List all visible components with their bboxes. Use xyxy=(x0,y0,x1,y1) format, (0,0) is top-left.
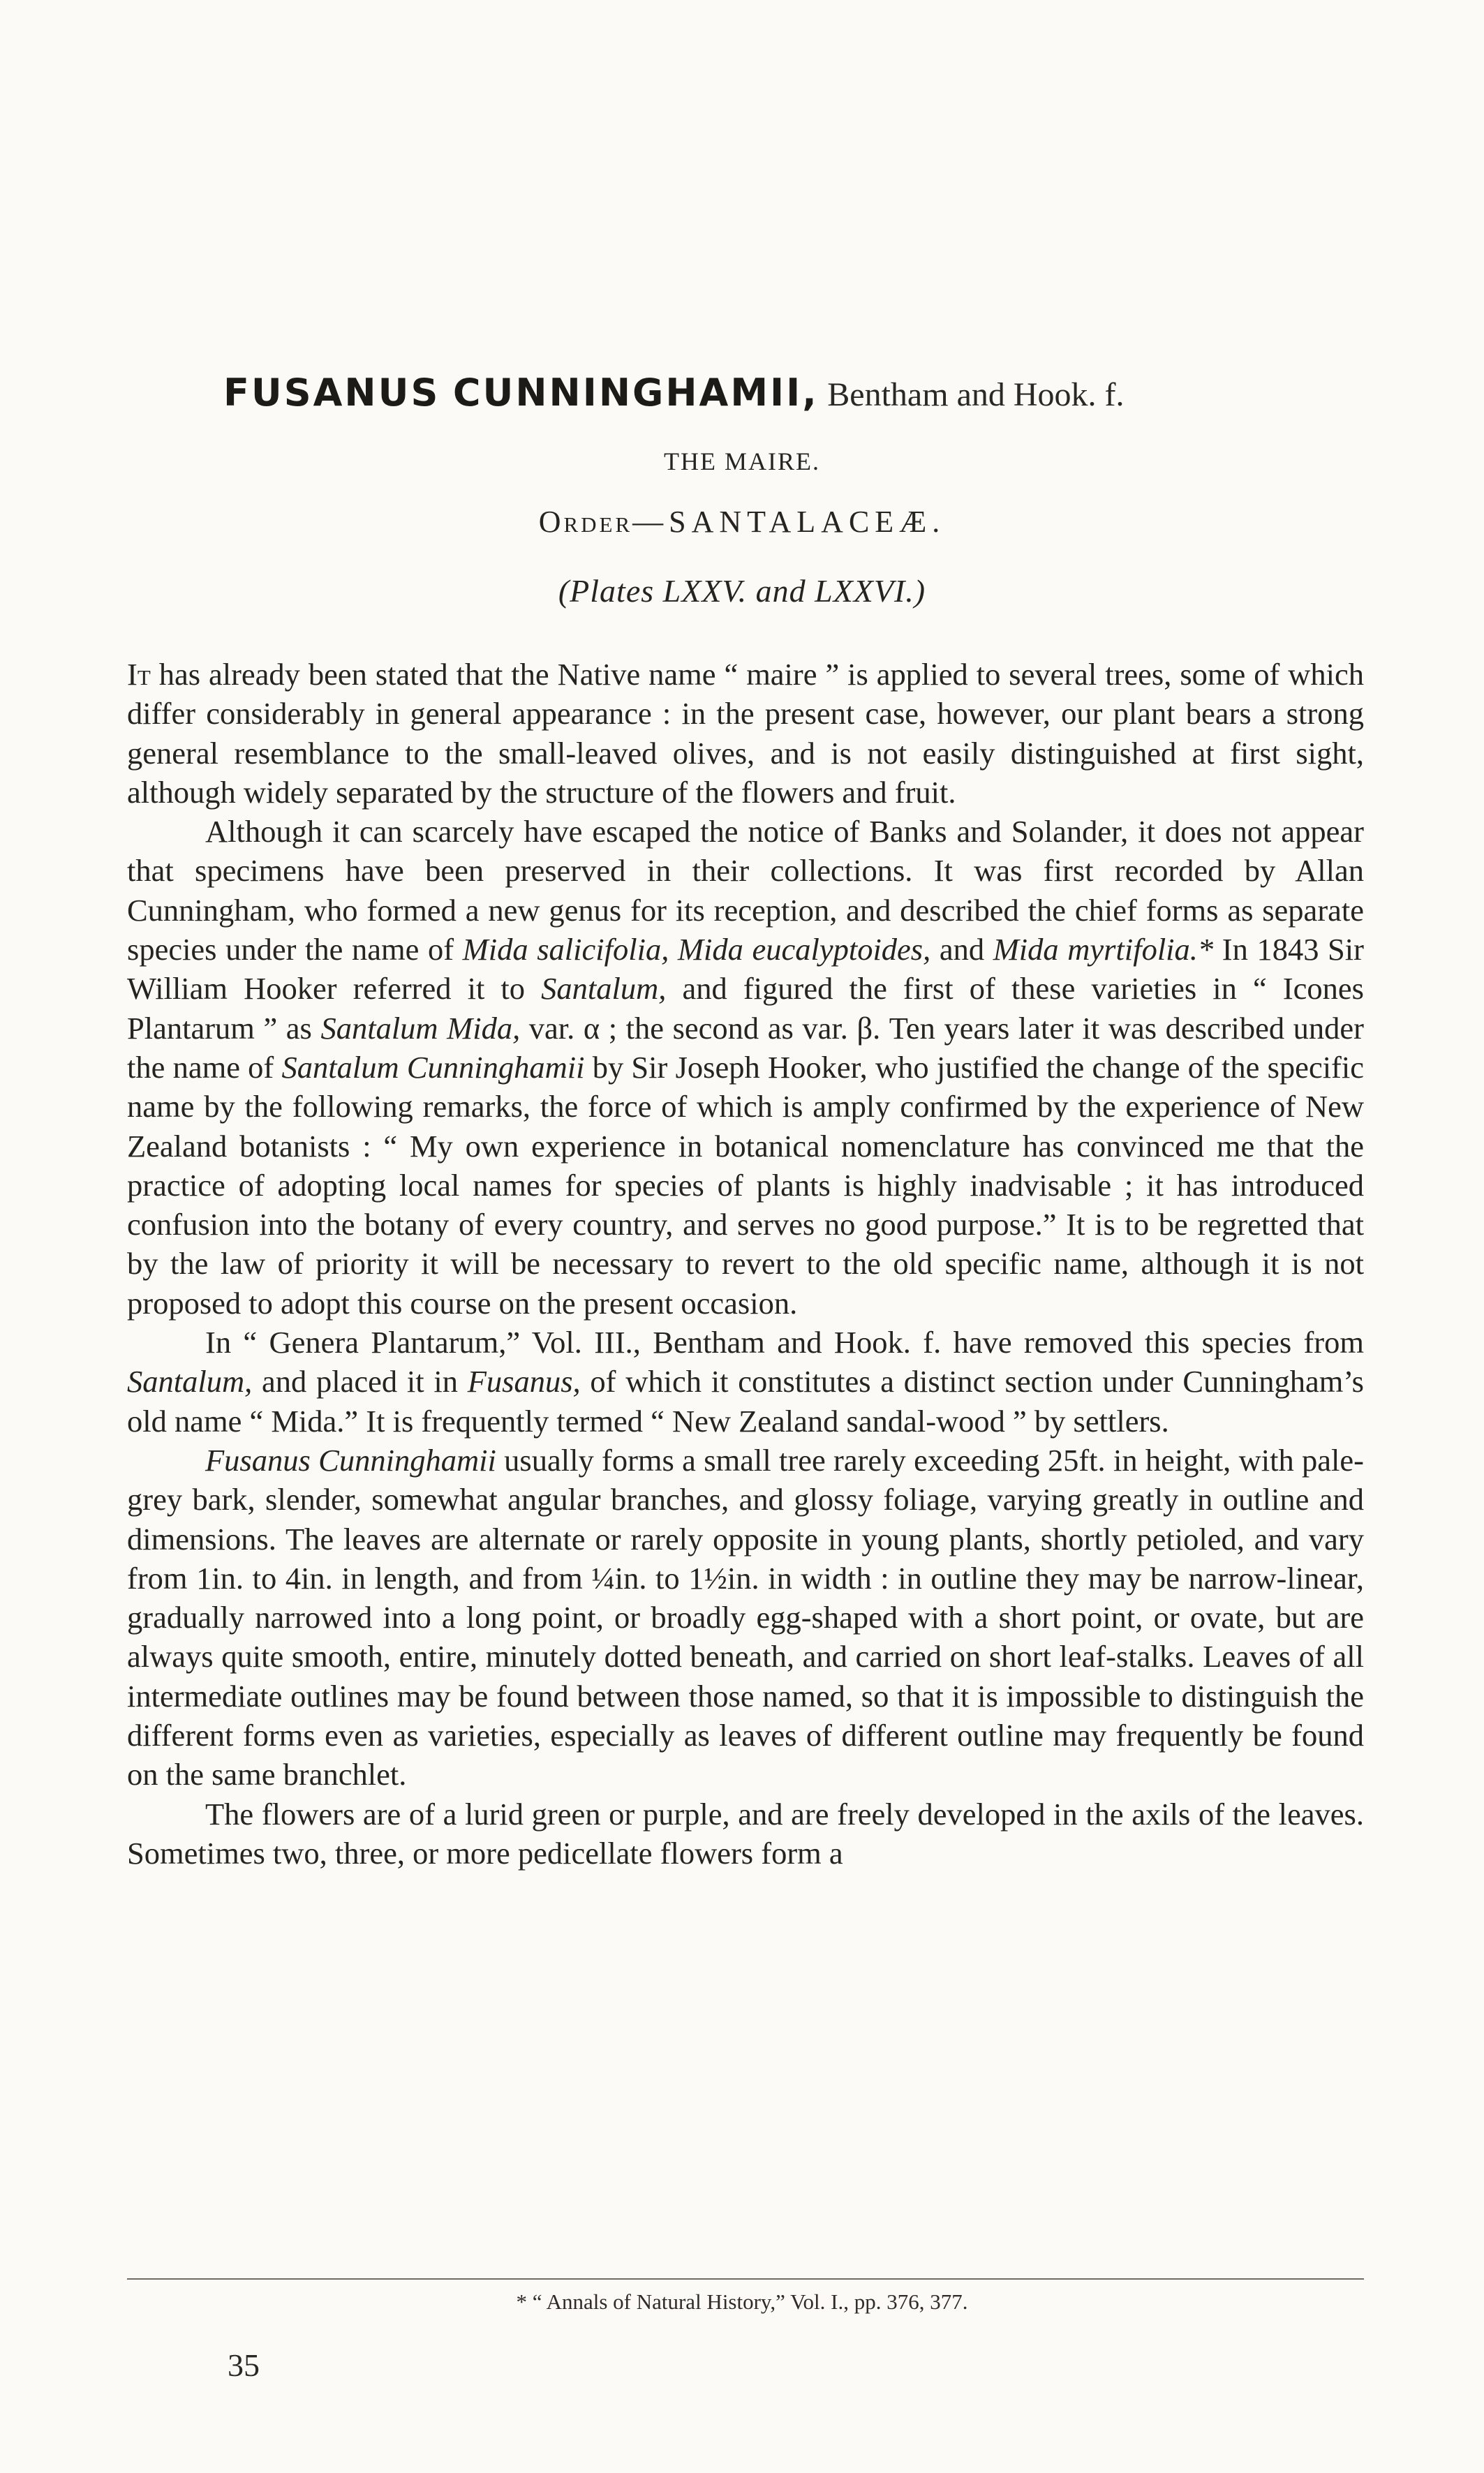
footnote-divider xyxy=(127,2278,1364,2280)
paragraph-5-text-1: The flowers are of a lurid green or purple, and are freely developed in the axils of the leaves. Sometimes two, three, or more pedicellate flowers form a xyxy=(127,1796,1364,1871)
paragraph-2-text-3: In 1843 Sir William Hooker referred it to xyxy=(127,932,1364,1007)
paragraph-4-text-1: usually forms a small tree rarely exceeding 25ft. in height, with pale-grey bark, slender, somewhat angular branches, and glossy foliage, varying greatly in outline and dimensions. The leaves are alternate or rarely opposite in young plants, shortly petioled, and vary from 1in. to 4in. in length, and from ¼in. to 1½in. in width : in outline they may be narrow-linear, gradually narrowed into a long point, or broadly egg-shaped with a short point, or ovate, but are always quite smooth, entire, minutely dotted beneath, and carried on short leaf-stalks. Leaves of all intermediate outlines may be found between those named, so that it is impossible to distinguish the different forms even as varieties, especially as leaves of different outline may frequently be found on the same branchlet. xyxy=(127,1442,1364,1792)
title-species: CUNNINGHAMII, xyxy=(452,371,819,415)
body-text xyxy=(127,655,1364,1873)
paragraph-2-italic-4: Santalum Mida, xyxy=(320,1010,521,1046)
paragraph-2-text-2: and xyxy=(930,932,993,967)
paragraph-2-italic-1: Mida salicifolia, Mida eucalyptoides, xyxy=(462,932,931,967)
paragraph-1 xyxy=(127,655,1364,812)
paragraph-2-text-6: by Sir Joseph Hooker, who justified the change of the specific name by the following remarks, the force of which is amply confirmed by the experience of New Zealand botanists : “ My own experience in botanical nomenclature has convinced me that the practice of adopting local names for species of plants is highly inadvisable ; it has introduced confusion into the botany of every country, and serves no good purpose.” It is to be regretted that by the law of priority it will be necessary to revert to the old specific name, although it is not proposed to adopt this course on the present occasion. xyxy=(127,1049,1364,1321)
paragraph-5 xyxy=(127,1795,1364,1873)
page-title xyxy=(223,369,1368,419)
paragraph-1-text: has already been stated that the Native name “ maire ” is applied to several trees, some of which differ considerably in general appearance : in the present case, however, our plant bears a strong general resemblance to the small-leaved olives, and is not easily distinguished at first sight, although widely separated by the structure of the flowers and fruit. xyxy=(127,657,1364,810)
paragraph-3-italic-2: Fusanus, xyxy=(467,1364,581,1399)
page-number: 35 xyxy=(228,2347,260,2383)
order-dash: — xyxy=(632,505,669,539)
paragraph-3 xyxy=(127,1323,1364,1441)
paragraph-3-text-3: of which it constitutes a distinct section under Cunningham’s old name “ Mida.” It is frequently termed “ New Zealand sandal-wood ” by settlers. xyxy=(127,1364,1364,1439)
paragraph-3-text-2: and placed it in xyxy=(252,1364,468,1399)
paragraph-2-text-5: var. α ; the second as var. β. Ten years later it was described under the name of xyxy=(127,1010,1364,1085)
paragraph-4-italic-1: Fusanus Cunninghamii xyxy=(205,1442,496,1478)
title-genus: FUSANUS xyxy=(223,371,440,415)
paragraph-3-italic-1: Santalum, xyxy=(127,1364,253,1399)
paragraph-1-lead: It xyxy=(127,657,151,692)
paragraph-4 xyxy=(127,1441,1364,1795)
paragraph-2-text-4: and figured the first of these varieties in “ Icones Plantarum ” as xyxy=(127,971,1364,1046)
paragraph-2-italic-5: Santalum Cunninghamii xyxy=(281,1049,585,1085)
order-name: SANTALACEÆ. xyxy=(669,505,946,539)
title-authors: Bentham and Hook. f. xyxy=(827,376,1125,413)
paragraph-3-text-1: In “ Genera Plantarum,” Vol. III., Bentham and Hook. f. have removed this species from xyxy=(205,1325,1364,1360)
paragraph-2-italic-2: Mida myrtifolia.* xyxy=(993,932,1214,967)
plates-reference: (Plates LXXV. and LXXVI.) xyxy=(558,573,926,609)
paragraph-2 xyxy=(127,812,1364,1323)
footnote: * “ Annals of Natural History,” Vol. I., pp. 376, 377. xyxy=(516,2289,968,2314)
paragraph-2-text-1: Although it can scarcely have escaped the notice of Banks and Solander, it does not appear that specimens have been preserved in their collections. It was first recorded by Allan Cunningham, who formed a new genus for its reception, and described the chief forms as separate species under the name of xyxy=(127,814,1364,967)
paragraph-2-italic-3: Santalum, xyxy=(541,971,667,1007)
common-name: THE MAIRE. xyxy=(664,447,820,475)
order-heading xyxy=(0,504,1484,540)
order-label: Order xyxy=(538,505,633,539)
